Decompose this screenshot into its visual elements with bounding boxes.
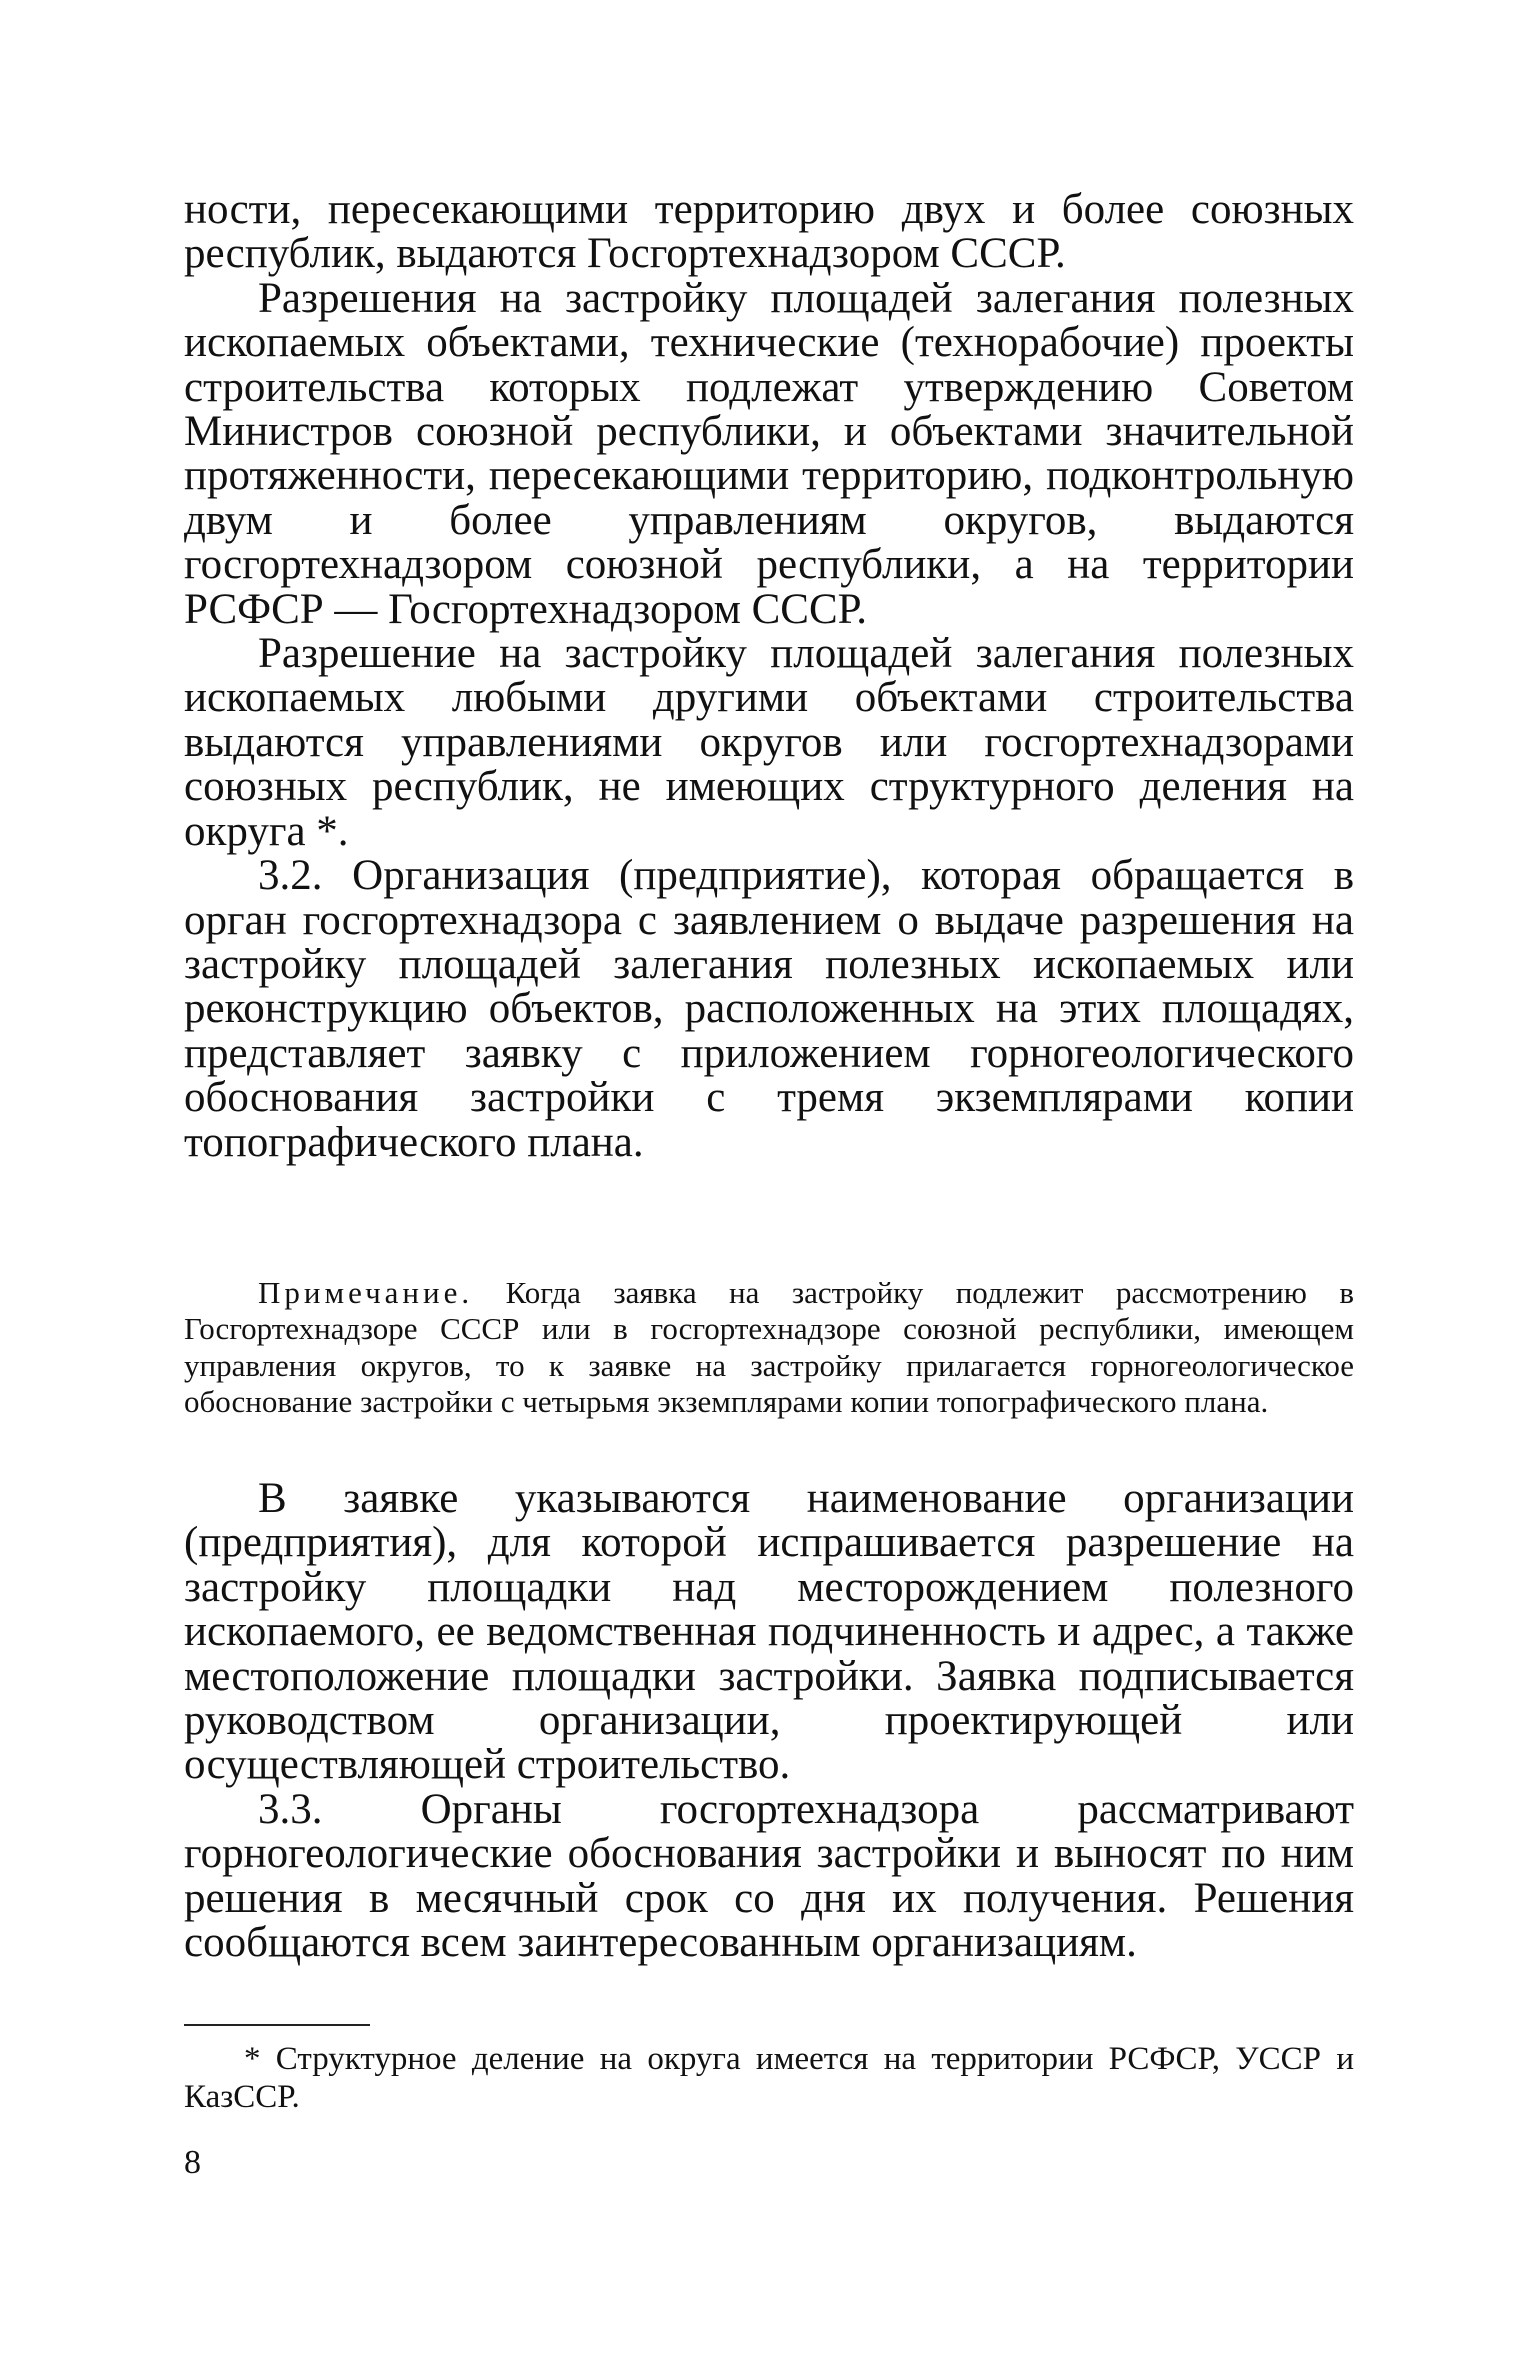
- paragraph-section-3-3: 3.3. Органы госгортехнадзора рассматривают горногеологические обоснования застройки и выносят по ним решения в месячный срок со дня их получения. Решения сообщаются всем заинтересованным организациям.: [184, 1785, 1354, 1967]
- paragraph-permits-union-republic: Разрешения на застройку площадей залегания полезных ископаемых объектами, технические (технорабочие) проекты строительства которых подлежат утверждению Советом Министров союзной республики, и объектами значительной протяженности, пересекающими территорию, подконтрольную двум и более управлениям округов, выдаются госгортехнадзором союзной республики, а на территории РСФСР — Госгортехнадзором СССР.: [184, 274, 1354, 633]
- paragraph-section-3-2: 3.2. Организация (предприятие), которая обращается в орган госгортехнадзора с заявлением о выдаче разрешения на застройку площадей залегания полезных ископаемых или реконструкцию объектов, расположенных на этих площадях, представляет заявку с приложением горногеологического обоснования застройки с тремя экземплярами копии топографического плана.: [184, 852, 1354, 1166]
- paragraph-continuation: ности, пересекающими территорию двух и более союзных республик, выдаются Госгортехнадзором СССР.: [184, 186, 1354, 278]
- note-label: Примечание.: [258, 1275, 474, 1310]
- page-number: 8: [184, 2144, 201, 2181]
- footnote: * Структурное деление на округа имеется на территории РСФСР, УССР и КазССР.: [184, 2041, 1354, 2115]
- paragraph-permits-other-objects: Разрешение на застройку площадей залегания полезных ископаемых любыми другими объектами строительства выдаются управлениями округов или госгортехнадзорами союзных республик, не имеющих структурного деления на округа *.: [184, 630, 1354, 855]
- main-text-continued: [184, 1477, 1354, 1965]
- paragraph-application-contents: В заявке указываются наименование организации (предприятия), для которой испрашивается разрешение на застройку площадки над месторождением полезного ископаемого, ее ведомственная подчиненность и адрес, а также местоположение площадки застройки. Заявка подписывается руководством организации, проектирующей или осуществляющей строительство.: [184, 1475, 1354, 1789]
- footnote-divider: [184, 2024, 370, 2026]
- main-text: [184, 188, 1354, 1165]
- note: [184, 1275, 1354, 1420]
- note-text: Когда заявка на застройку подлежит рассмотрению в Госгортехнадзоре СССР или в госгортехнадзоре союзной республики, имеющем управления округов, то к заявке на застройку прилагается горногеологическое обоснование застройки с четырьмя экземплярами копии топографического плана.: [184, 1275, 1354, 1419]
